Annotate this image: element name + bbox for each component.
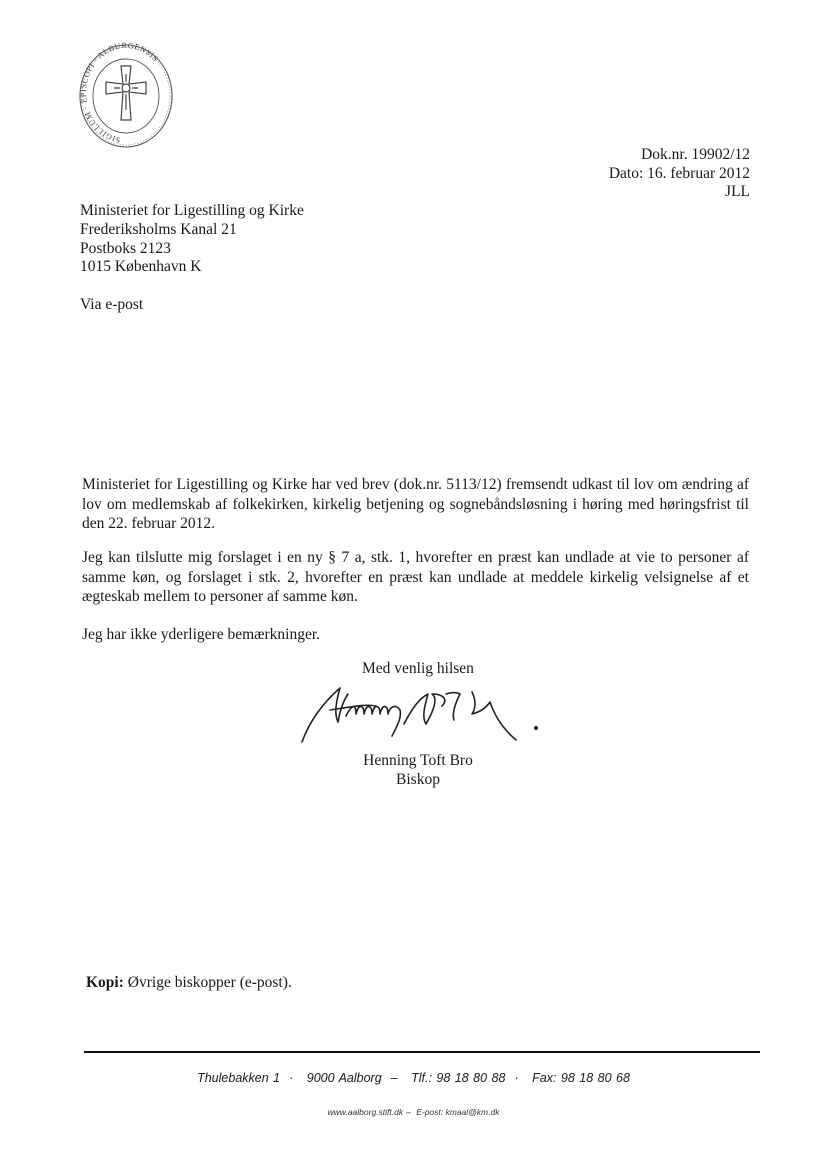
footer-online: www.aalborg.stift.dk – E-post: kmaal@km.dk bbox=[327, 1107, 500, 1117]
handwritten-signature bbox=[296, 680, 550, 752]
signer-title: Biskop bbox=[396, 771, 440, 788]
footer-street: Thulebakken 1 bbox=[197, 1071, 281, 1085]
recipient-city: 1015 København K bbox=[80, 258, 202, 276]
document-date: Dato: 16. februar 2012 bbox=[608, 164, 750, 182]
copy-line bbox=[86, 974, 292, 992]
footer-contact: Thulebakken 1 · 9000 Aalborg – Tlf.: 98 18 80 88 · Fax: 98 18 80 68 bbox=[197, 1071, 630, 1085]
recipient-name: Ministeriet for Ligestilling og Kirke bbox=[80, 202, 304, 219]
bishop-seal-icon bbox=[78, 42, 174, 150]
recipient-street: Frederiksholms Kanal 21 bbox=[80, 220, 237, 238]
reference-block bbox=[609, 146, 750, 202]
delivery-method: Via e-post bbox=[80, 296, 144, 313]
document-number: Dok.nr. 19902/12 bbox=[641, 146, 750, 163]
copy-recipients: Øvrige biskopper (e-post). bbox=[127, 974, 292, 991]
closing-greeting: Med venlig hilsen bbox=[362, 660, 474, 677]
copy-label: Kopi: bbox=[86, 974, 124, 991]
body-paragraph: Ministeriet for Ligestilling og Kirke har ved brev (dok.nr. 5113/12) fremsendt udkast til lov om ændring af lov om medlemskab af folkekirken, kirkelig betjening og sognebåndsløsning i høring med høringsfrist til den 22. februar 2012. bbox=[82, 476, 749, 533]
author-initials: JLL bbox=[725, 183, 750, 200]
footer-fax: Fax: 98 18 80 68 bbox=[532, 1071, 630, 1085]
footer-website[interactable]: www.aalborg.stift.dk bbox=[327, 1107, 404, 1117]
body-paragraph: Jeg kan tilslutte mig forslaget i en ny § 7 a, stk. 1, hvorefter en præst kan undlade at vie to personer af samme køn, og forslaget i stk. 2, hvorefter en præst kan undlade at meddele kirkelig velsignelse af et ægteskab mellem to personer af samme køn. bbox=[82, 549, 749, 606]
bishop-seal bbox=[78, 42, 174, 150]
footer-divider bbox=[84, 1051, 760, 1053]
footer-phone: Tlf.: 98 18 80 88 bbox=[411, 1071, 506, 1085]
footer-email[interactable]: E-post: kmaal@km.dk bbox=[416, 1107, 500, 1117]
body-paragraph: Jeg har ikke yderligere bemærkninger. bbox=[82, 626, 321, 643]
footer-city: 9000 Aalborg bbox=[306, 1071, 382, 1085]
recipient-address bbox=[80, 202, 304, 277]
signer-name: Henning Toft Bro bbox=[363, 752, 473, 769]
svg-text:SIGILLUM · EPISCOPI · ALBURGEN: SIGILLUM · EPISCOPI · ALBURGENSIS bbox=[78, 42, 161, 145]
recipient-pobox: Postboks 2123 bbox=[80, 239, 171, 257]
